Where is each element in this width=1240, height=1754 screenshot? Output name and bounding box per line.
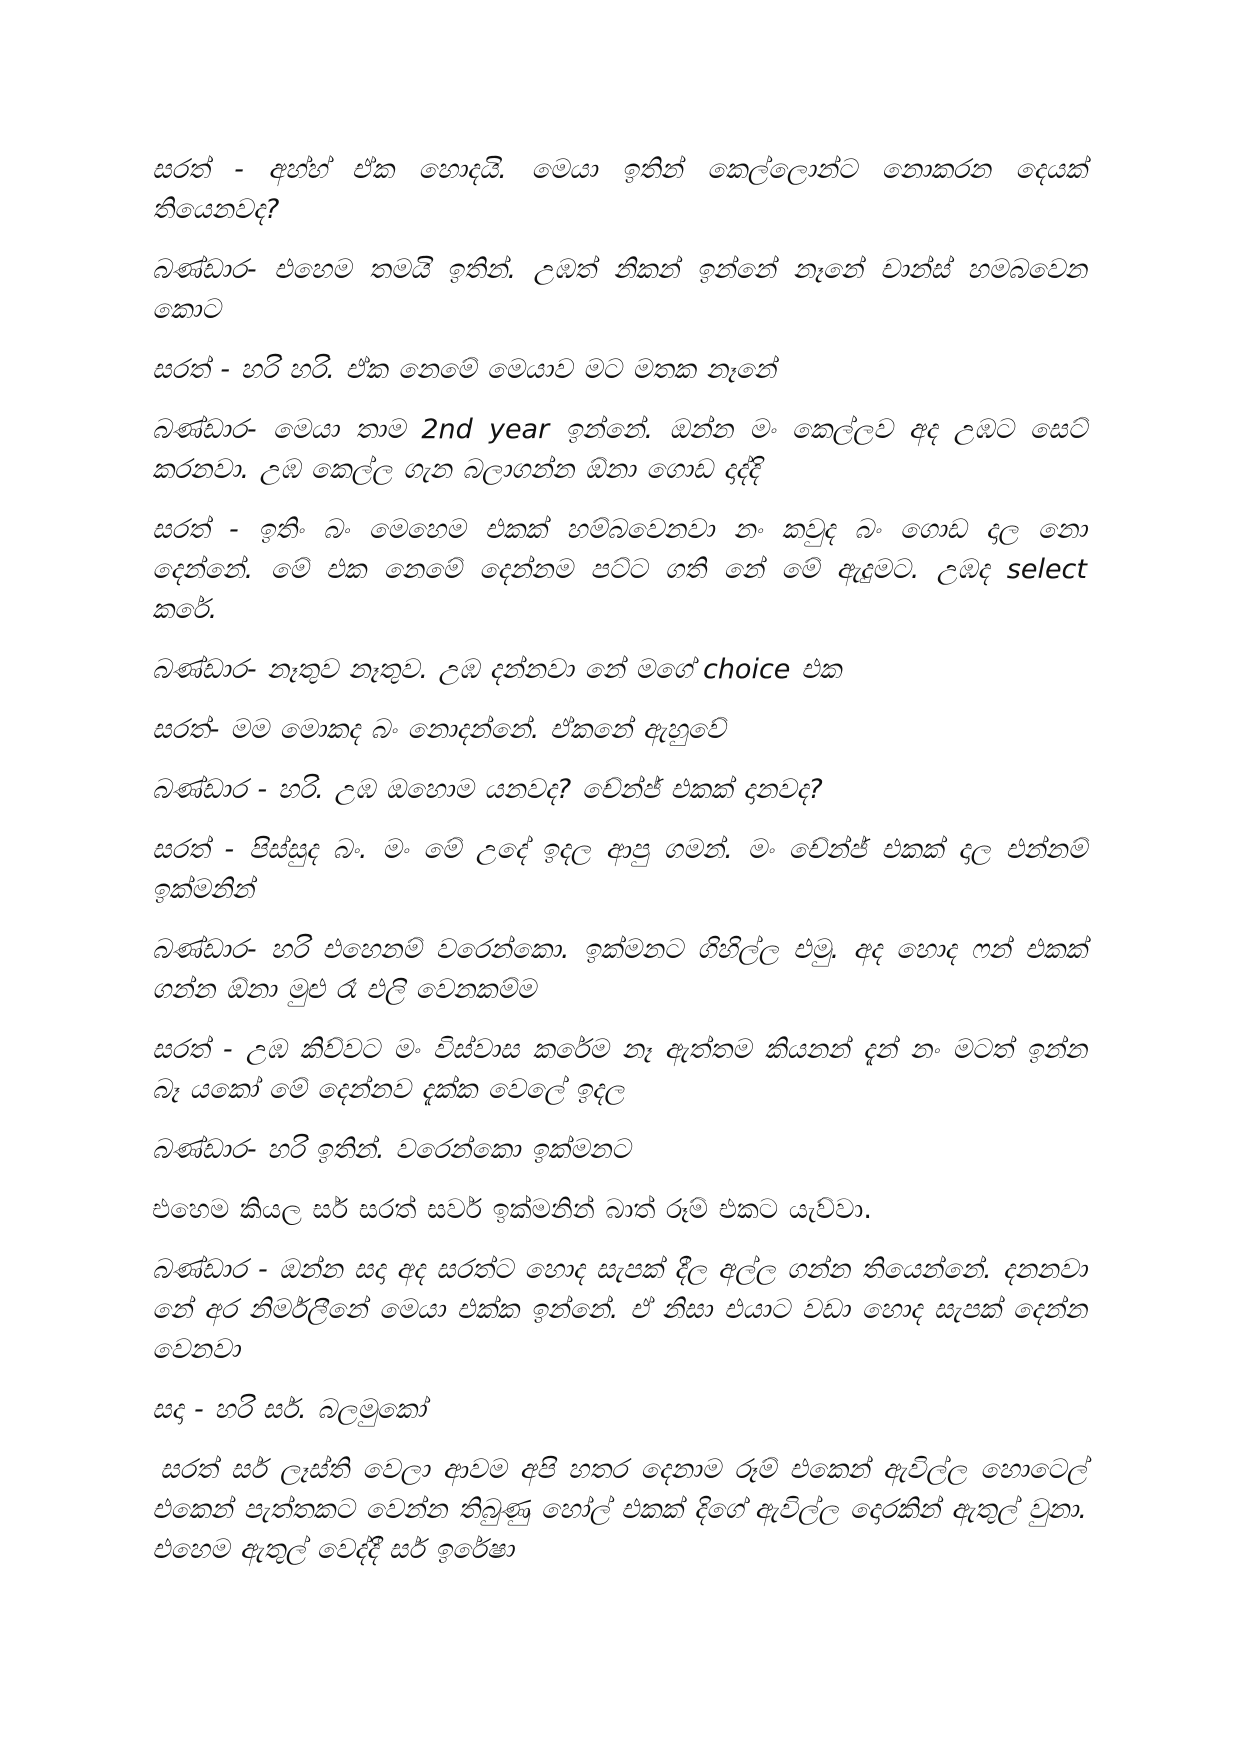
paragraph-9: සරත් - පිස්සුද බං. මං මේ උදේ ඉදල ආපු ගමන්. මං චේන්ජ් එකක් දාල එන්නම් ඉක්මනින් xyxy=(152,834,1087,905)
paragraph-12: බණ්ඩාර- හරි ඉතින්. වරෙන්කො ඉක්මනට xyxy=(152,1134,631,1165)
document-body xyxy=(152,150,1087,1590)
paragraph-8: බණ්ඩාර - හරි. උඹ ඔහොම යනවද? චේන්ජ් එකක් දානවද? xyxy=(152,774,823,805)
paragraph-1: සරත් - අහ්හ් ඒක හොදයි. මෙයා ඉතින් කෙල්ලොන්ට නොකරන දෙයක් තියෙනවද? xyxy=(152,154,1087,225)
paragraph-7: සරත්- මම මොකද බං නොදන්නේ. ඒකනේ ඇහුවේ xyxy=(152,714,726,745)
paragraph-5: සරත් - ඉතිං බං මෙහෙම එකක් හම්බවෙනවා නං කවුද බං ගොඩ දාල නො දෙන්නේ. මේ එක නෙමේ දෙන්නම පට්ට ගති නේ මේ ඇදුමට. උඹද select කරේ. xyxy=(152,514,1087,625)
paragraph-3: සරත් - හරි හරි. ඒක නෙමේ මෙයාව මට මතක නෑනේ xyxy=(152,354,776,385)
paragraph-4: බණ්ඩාර- මෙයා තාම 2nd year ඉන්නේ. ඔන්න මං කෙල්ලව අද උඹට සෙට් කරනවා. උඹ කෙල්ල ගැන බලාගන්න ඕනා ගොඩ දාද්දි xyxy=(152,414,1087,485)
paragraph-16: සරත් සර් ලෑස්ති වෙලා ආවම අපි හතර දෙනාම රූම් එකෙන් ඇවිල්ල හොටෙල් එකෙන් පැත්තකට වෙන්න තිබුණු හෝල් එකක් දිගේ ඇවිල්ල දොරකින් ඇතුල් වුනා. එහෙම ඇතුල් වෙද්දී සර් ඉරේෂා xyxy=(152,1454,1087,1565)
paragraph-15: සදා - හරි සර්. බලමුකෝ xyxy=(152,1394,426,1425)
paragraph-13: එහෙම කියල සර් සරත් සර්ව ඉක්මනින් බාත් රූම් එකට යැව්වා. xyxy=(152,1194,873,1225)
paragraph-10: බණ්ඩාර- හරි එහෙනම් වරෙන්කො. ඉක්මනට ගිහිල්ල එමු. අද හොද ෆන් එකක් ගන්න ඕනා මුළු රෑ එලි වෙනකම්ම xyxy=(152,934,1087,1005)
paragraph-2: බණ්ඩාර- එහෙම තමයි ඉතින්. උඹත් නිකන් ඉන්නේ නෑනේ චාන්ස් හමබවෙන කොට xyxy=(152,254,1087,325)
paragraph-6: බණ්ඩාර- නෑතුව නෑතුව. උඹ දන්නවා නේ මගේ choice එක xyxy=(152,654,842,685)
paragraph-14: බණ්ඩාර - ඔන්න සදා අද සරත්ට හොද සැපක් දීල අල්ල ගන්න තියෙන්නේ. දනනවා නේ අර නිර්මලීනේ මෙයා එක්ක ඉන්නේ. ඒ නිසා එයාට වඩා හොද සැපක් දෙන්න වෙනවා xyxy=(152,1254,1087,1365)
paragraph-11: සරත් - උඹ කිව්වට මං විස්වාස කරේම නෑ ඇත්තම කියනන් දැන් නං මටත් ඉන්න බෑ යකෝ මේ දෙන්නව දැක්ක වෙලේ ඉදල xyxy=(152,1034,1087,1105)
